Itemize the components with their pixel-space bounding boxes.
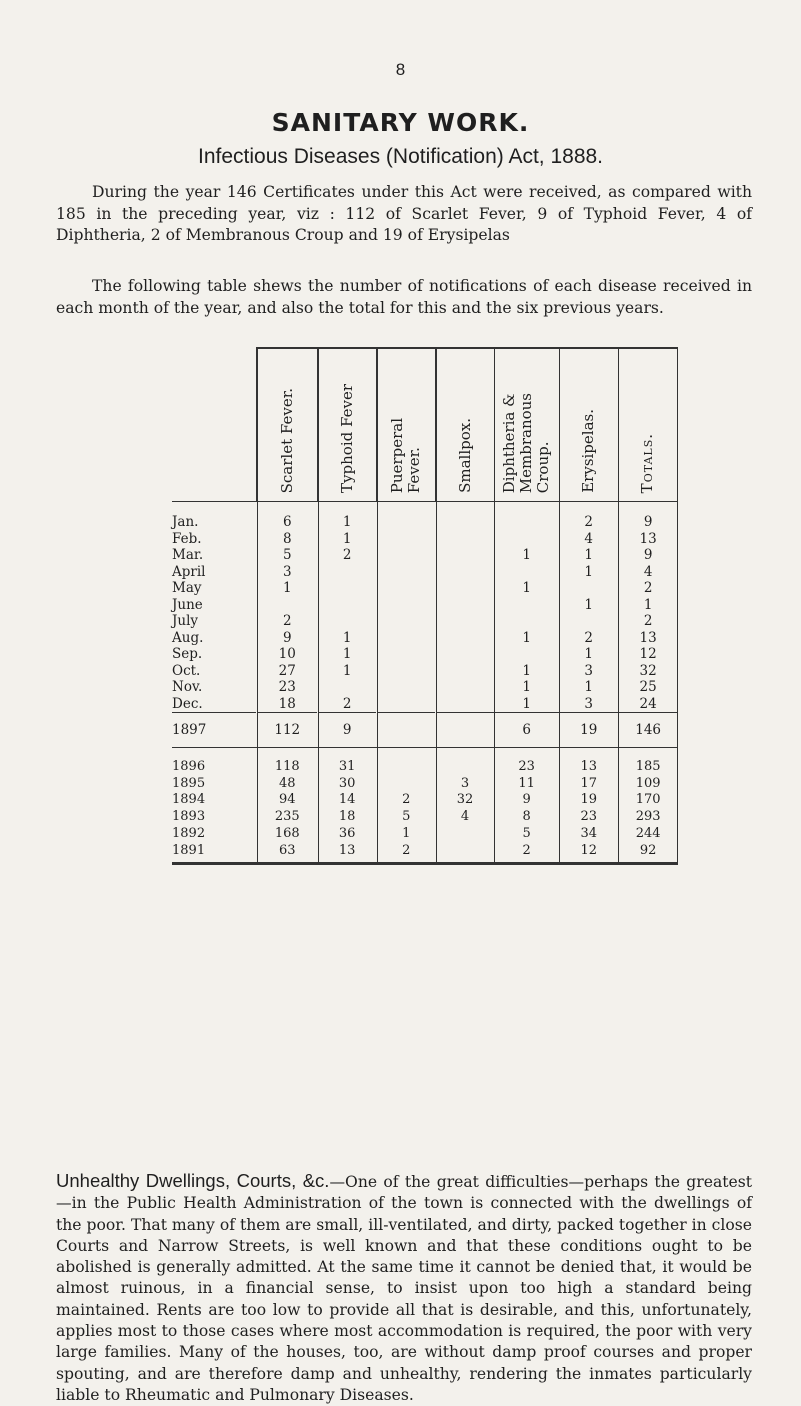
month-row <box>172 547 678 564</box>
table-cell <box>436 646 494 663</box>
table-cell: 3 <box>460 775 470 791</box>
month-row <box>172 613 678 630</box>
table-cell: 146 <box>618 713 677 748</box>
table-cell: 1 <box>522 679 531 696</box>
table-cell: 13 <box>639 629 657 646</box>
table-cell: 12 <box>639 646 657 663</box>
month-row <box>172 646 678 663</box>
table-cell <box>436 748 494 775</box>
table-cell: 18 <box>338 809 356 825</box>
table-cell <box>436 842 494 863</box>
table-cell: 5 <box>402 809 411 825</box>
table-cell: 112 <box>257 713 318 748</box>
table-cell: 2 <box>584 514 593 531</box>
table-cell: 4 <box>460 809 470 825</box>
column-rule <box>618 348 619 863</box>
table-cell <box>318 580 377 597</box>
row-label: Sep. <box>172 646 203 663</box>
previous-year-row <box>172 842 678 863</box>
table-cell: 118 <box>274 758 300 774</box>
table-cell <box>377 580 436 597</box>
table-cell: 1 <box>402 826 411 842</box>
table-intro-paragraph: The following table shews the number of notifications of each disease received in each month of the year, and also the total for this and the six previous years. <box>56 277 752 317</box>
table-cell <box>559 580 618 597</box>
table-cell: 235 <box>274 809 300 825</box>
table-cell: 1 <box>522 695 531 712</box>
header-smallpox: Smallpox. <box>436 348 494 502</box>
month-row <box>172 502 678 531</box>
table-cell: 1 <box>522 580 531 597</box>
table-cell <box>377 696 436 713</box>
table-cell: 27 <box>278 662 296 679</box>
table-cell: 31 <box>338 758 356 774</box>
previous-year-row <box>172 808 678 825</box>
month-row <box>172 597 678 614</box>
table-cell: 170 <box>635 792 661 808</box>
table-cell <box>377 713 436 748</box>
table-cell: 11 <box>518 775 535 791</box>
table-cell <box>436 613 494 630</box>
table-cell: 13 <box>639 530 657 547</box>
row-label: 1897 <box>172 713 257 748</box>
table-cell: 2 <box>402 792 411 808</box>
table-cell: 36 <box>338 826 356 842</box>
table-body <box>172 502 678 864</box>
table-cell: 9 <box>522 792 531 808</box>
table-cell <box>377 531 436 548</box>
table-cell: 1 <box>282 580 292 597</box>
table-cell: 14 <box>338 792 356 808</box>
table-cell: 2 <box>377 842 436 863</box>
table-cell: 1 <box>584 596 593 613</box>
page-title: SANITARY WORK. <box>271 108 530 137</box>
table-cell: 19 <box>580 792 597 808</box>
previous-year-row <box>172 775 678 792</box>
table-cell <box>494 646 559 663</box>
table-cell: 12 <box>559 842 618 863</box>
month-row <box>172 696 678 713</box>
row-label: Dec. <box>172 695 203 712</box>
table-cell: 10 <box>278 646 296 663</box>
table-cell: 2 <box>342 695 352 712</box>
table-cell: 1 <box>342 646 352 663</box>
table-cell <box>377 679 436 696</box>
month-row <box>172 663 678 680</box>
table-cell: 1 <box>584 563 593 580</box>
month-row <box>172 564 678 581</box>
table-cell: 9 <box>643 514 653 531</box>
table-cell <box>436 531 494 548</box>
month-row <box>172 630 678 647</box>
month-row <box>172 531 678 548</box>
table-cell: 2 <box>643 580 653 597</box>
intro-paragraph: During the year 146 Certificates under this Act were received, as compared with 185 in the preceding year, viz : 112 of Scarlet Fever, 9 of Typhoid Fever, 4 of Diphtheria, 2 of Membranous Croup and 19 of Erysipelas <box>56 183 752 244</box>
table-cell <box>318 679 377 696</box>
table-cell: 168 <box>274 826 300 842</box>
previous-year-row <box>172 792 678 809</box>
table-cell <box>494 564 559 581</box>
table-cell <box>494 613 559 630</box>
table-cell: 9 <box>318 713 377 748</box>
table-cell <box>559 613 618 630</box>
table-cell: 293 <box>635 809 661 825</box>
table-cell: 1 <box>643 596 653 613</box>
table-cell: 48 <box>278 775 296 791</box>
header-totals: Totals. <box>618 348 677 502</box>
table-cell <box>257 597 318 614</box>
table-cell: 2 <box>282 613 292 630</box>
table-header-row <box>172 348 678 502</box>
header-puerperal-fever: Puerperal Fever. <box>377 348 436 502</box>
row-label: Aug. <box>172 629 204 646</box>
table-cell <box>377 663 436 680</box>
table-cell: 63 <box>257 842 318 863</box>
table-cell <box>494 502 559 531</box>
table-cell: 5 <box>282 547 292 564</box>
column-rule <box>677 348 678 863</box>
table-cell <box>436 502 494 531</box>
header-erysipelas: Erysipelas. <box>559 348 618 502</box>
table-cell <box>377 597 436 614</box>
row-label: Oct. <box>172 662 201 679</box>
table-cell: 32 <box>456 792 474 808</box>
column-rule <box>494 348 495 863</box>
table-cell: 13 <box>318 842 377 863</box>
table-cell: 1 <box>522 547 531 564</box>
notifications-table <box>172 347 678 865</box>
table-cell <box>377 748 436 775</box>
section-subtitle: Infectious Diseases (Notification) Act, 1888. <box>197 145 604 168</box>
table-cell: 34 <box>580 826 597 842</box>
column-rule <box>559 348 560 863</box>
table-cell <box>436 679 494 696</box>
table-cell: 92 <box>618 842 677 863</box>
table-cell: 3 <box>584 695 593 712</box>
table-cell <box>494 531 559 548</box>
column-rule <box>318 348 319 863</box>
table-cell: 18 <box>278 695 296 712</box>
month-row <box>172 679 678 696</box>
table-cell <box>436 696 494 713</box>
table-cell: 6 <box>494 713 559 748</box>
table-cell: 2 <box>584 629 593 646</box>
row-label: 1894 <box>172 792 206 808</box>
table-cell: 9 <box>282 629 292 646</box>
row-label: 1892 <box>172 826 206 842</box>
table-cell <box>436 663 494 680</box>
table-cell: 3 <box>584 662 593 679</box>
table-cell: 94 <box>278 792 296 808</box>
table-cell: 244 <box>635 826 661 842</box>
table-cell: 1 <box>342 530 352 547</box>
column-rule <box>257 348 258 863</box>
table-cell <box>436 580 494 597</box>
table-cell <box>318 597 377 614</box>
table-cell <box>436 597 494 614</box>
page-number: 8 <box>395 60 406 79</box>
row-label: Feb. <box>172 530 202 547</box>
header-scarlet-fever: Scarlet Fever. <box>257 348 318 502</box>
row-label: June <box>172 596 203 613</box>
table-cell <box>377 547 436 564</box>
row-label: Jan. <box>172 514 199 531</box>
table-cell: 2 <box>643 613 653 630</box>
table-cell: 13 <box>580 758 597 774</box>
table-cell: 1 <box>584 679 593 696</box>
table-cell <box>494 597 559 614</box>
table-cell <box>377 775 436 792</box>
table-cell: 1 <box>342 514 352 531</box>
row-label: 1893 <box>172 809 206 825</box>
table-cell: 24 <box>639 695 657 712</box>
table-cell: 109 <box>635 775 661 791</box>
table-cell <box>377 564 436 581</box>
table-cell: 30 <box>338 775 356 791</box>
table-cell: 3 <box>282 563 292 580</box>
table-cell: 2 <box>494 842 559 863</box>
row-label: 1896 <box>172 758 206 774</box>
row-label: April <box>172 563 206 580</box>
table-cell <box>318 613 377 630</box>
table-cell <box>318 564 377 581</box>
table-cell: 5 <box>522 826 531 842</box>
row-label: 1895 <box>172 775 206 791</box>
table-cell: 1 <box>584 646 593 663</box>
unhealthy-dwellings-paragraph <box>56 1170 752 1406</box>
row-label: Mar. <box>172 547 204 564</box>
column-rule <box>436 348 437 863</box>
header-corner <box>172 348 257 502</box>
table-cell <box>436 713 494 748</box>
year-total-row <box>172 713 678 748</box>
table-cell: 23 <box>518 758 535 774</box>
table-cell: 4 <box>643 563 653 580</box>
table-cell: 4 <box>584 530 593 547</box>
column-rule <box>377 348 378 863</box>
table-cell <box>377 646 436 663</box>
previous-year-row <box>172 748 678 775</box>
previous-year-row <box>172 825 678 842</box>
table-cell: 6 <box>282 514 292 531</box>
section-body-text: —One of the great difficulties—perhaps the greatest—in the Public Health Administration of the town is connected with the dwellings of the poor. That many of them are small, ill-ventilated, and dirty, packed together in close Courts and Narrow Streets, is well known and that these conditions ought to be abolished is generally admitted. At the same time it cannot be denied that, it would be almost ruinous, in a financial sense, to insist upon too high a standard being maintained. Rents are too low to provide all that is desirable, and this, unfortunately, applies most to those cases where most accommodation is required, the poor with very large families. Many of the houses, too, are without damp proof courses and proper spouting, and are therefore damp and unhealthy, rendering the inmates particularly liable to Rheumatic and Pulmonary Diseases. <box>56 1173 753 1404</box>
row-label: 1891 <box>172 842 257 863</box>
table-cell <box>377 630 436 647</box>
table-cell: 32 <box>639 662 657 679</box>
section-lead-heading: Unhealthy Dwellings, Courts, &c. <box>56 1170 330 1191</box>
table-cell <box>436 630 494 647</box>
table-cell: 1 <box>522 629 531 646</box>
table-cell: 9 <box>643 547 653 564</box>
table-cell <box>377 613 436 630</box>
table-cell <box>436 564 494 581</box>
table-cell <box>436 825 494 842</box>
table-cell: 17 <box>580 775 597 791</box>
row-label: May <box>172 580 202 597</box>
table-cell <box>436 547 494 564</box>
table-cell: 19 <box>559 713 618 748</box>
table-cell: 25 <box>639 679 657 696</box>
row-label: Nov. <box>172 679 203 696</box>
table-cell: 1 <box>342 662 352 679</box>
table-cell: 23 <box>580 809 597 825</box>
table-cell: 185 <box>635 758 661 774</box>
table-cell: 8 <box>522 809 531 825</box>
table-cell: 2 <box>342 547 352 564</box>
row-label: July <box>172 613 199 630</box>
table-cell: 23 <box>278 679 296 696</box>
table-cell: 1 <box>522 662 531 679</box>
table-cell: 1 <box>584 547 593 564</box>
month-row <box>172 580 678 597</box>
header-diphtheria-croup: Diphtheria & Membranous Croup. <box>494 348 559 502</box>
table-cell: 1 <box>342 629 352 646</box>
table-cell <box>377 502 436 531</box>
table-cell: 8 <box>282 530 292 547</box>
header-typhoid-fever: Typhoid Fever <box>318 348 377 502</box>
